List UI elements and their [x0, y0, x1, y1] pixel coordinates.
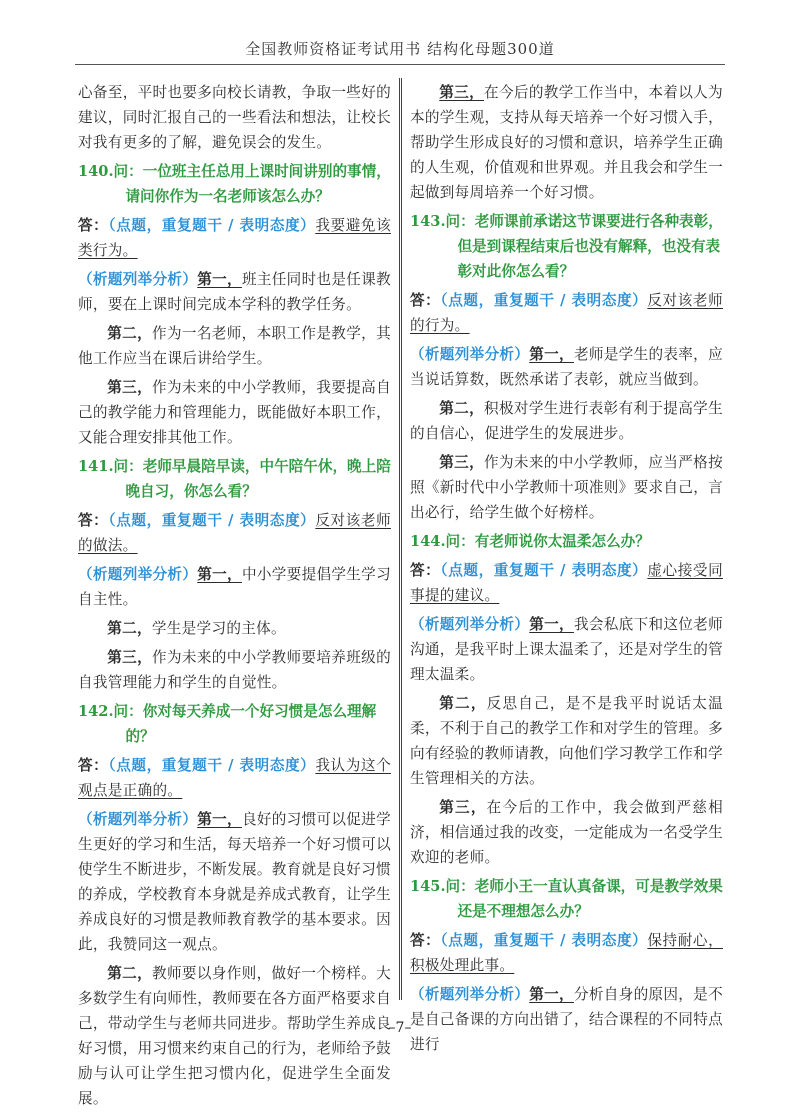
left-column [78, 80, 391, 1115]
point-text: 作为一名老师，本职工作是教学，其他工作应当在课后讲给学生。 [78, 325, 391, 367]
point-label: 第二， [439, 400, 485, 417]
point-text: 在今后的教学工作当中，本着以人为本的学生观，支持从每天培养一个好习惯入手，帮助学生形成良好的习惯和意识，培养学生正确的人生观，价值观和世界观。并且我会和学生一起做到每周培养一个好习惯。 [410, 84, 723, 201]
answer-141-first [78, 562, 391, 612]
answer-142-stance: 我认为这个观点是正确的。 [78, 757, 391, 799]
point-text: 中小学要提倡学生学习自主性。 [78, 566, 391, 608]
point-text: 在今后的工作中，我会做到严慈相济，相信通过我的改变，一定能成为一名受学生欢迎的老师。 [410, 799, 723, 866]
question-145: 145.问：老师小王一直认真备课，可是教学效果还是不理想怎么办？ [410, 878, 723, 920]
answer-142-head [78, 753, 391, 803]
point-label: 第一， [529, 346, 574, 363]
tag-point: （点题，重复题干 / 表明态度） [108, 217, 316, 234]
tag-point: （点题，重复题干 / 表明态度） [440, 562, 648, 579]
point-text: 教师要以身作则，做好一个榜样。大多数学生有向师性，教师要在各方面严格要求自己，带动学生与老师共同进步。帮助学生养成良好习惯，用习惯来约束自己的行为，老师给予鼓励与认可让学生把习惯内化，促进学生全面发展。 [78, 965, 391, 1107]
answer-142-third [410, 80, 723, 205]
tag-point: （点题，重复题干 / 表明态度） [440, 292, 648, 309]
point-text: 班主任同时也是任课教师，要在上课时间完成本学科的教学任务。 [78, 271, 391, 313]
answer-143-first [410, 342, 723, 392]
point-label: 第一， [529, 986, 574, 1003]
point-label: 第二， [107, 965, 153, 982]
question-144: 144.问：有老师说你太温柔怎么办？ [410, 533, 650, 550]
point-text: 良好的习惯可以促进学生更好的学习和生活，每天培养一个好习惯可以使学生不断进步，不断发展。教育就是良好习惯的养成，学校教育本身就是养成式教育，让学生养成良好的习惯是教师教育教学的基本要求。因此，我赞同这一观点。 [78, 811, 391, 953]
answer-144-second [410, 691, 723, 791]
tag-analysis: （析题列举分析） [78, 566, 198, 583]
answer-label: 答： [410, 292, 441, 309]
question-142: 142.问：你对每天养成一个好习惯是怎么理解的？ [78, 703, 377, 745]
tag-point: （点题，重复题干 / 表明态度） [108, 757, 316, 774]
column-divider [399, 78, 402, 1000]
tag-analysis: （析题列举分析） [78, 271, 198, 288]
question-143: 143.问：老师课前承诺这节课要进行各种表彰，但是到课程结束后也没有解释，也没有表彰对此你怎么看？ [410, 213, 723, 280]
answer-140-head [78, 213, 391, 263]
right-column [410, 80, 723, 1061]
answer-142-first [78, 807, 391, 957]
point-text: 作为未来的中小学教师，我要提高自己的教学能力和管理能力，既能做好本职工作，又能合理安排其他工作。 [78, 379, 391, 446]
point-label: 第三， [439, 454, 485, 471]
answer-140-second [78, 321, 391, 371]
page-number: –7– [388, 1020, 412, 1036]
paragraph-continued: 心备至，平时也要多向校长请教，争取一些好的建议，同时汇报自己的一些看法和想法，让校长对我有更多的了解，避免误会的发生。 [78, 84, 391, 151]
tag-analysis: （析题列举分析） [78, 811, 198, 828]
point-text: 反思自己，是不是我平时说话太温柔，不利于自己的教学工作和对学生的管理。多向有经验的教师请教，向他们学习教学工作和学生管理相关的方法。 [410, 695, 723, 787]
point-label: 第三， [439, 799, 487, 816]
page-header [75, 0, 725, 65]
point-label: 第三， [107, 649, 153, 666]
point-label: 第一， [197, 566, 242, 583]
tag-analysis: （析题列举分析） [410, 346, 530, 363]
tag-point: （点题，重复题干 / 表明态度） [440, 932, 648, 949]
answer-143-stance: 反对该老师的行为。 [410, 292, 723, 334]
point-text: 作为未来的中小学教师，应当严格按照《新时代中小学教师十项准则》要求自己，言出必行，给学生做个好榜样。 [410, 454, 723, 521]
question-141: 141.问：老师早晨陪早读，中午陪午休，晚上陪晚自习，你怎么看？ [78, 458, 391, 500]
answer-140-third [78, 375, 391, 450]
answer-141-second [78, 616, 391, 641]
answer-144-first [410, 612, 723, 687]
answer-141-head [78, 508, 391, 558]
point-text: 老师是学生的表率，应当说话算数，既然承诺了表彰，就应当做到。 [410, 346, 723, 388]
answer-140-stance: 我要避免该类行为。 [78, 217, 391, 259]
tag-analysis: （析题列举分析） [410, 616, 530, 633]
answer-label: 答： [78, 217, 109, 234]
point-label: 第一， [529, 616, 574, 633]
point-label: 第一， [197, 271, 242, 288]
answer-145-stance: 保持耐心，积极处理此事。 [410, 932, 723, 974]
answer-144-third [410, 795, 723, 870]
answer-label: 答： [78, 757, 109, 774]
question-140: 140.问：一位班主任总用上课时间讲别的事情，请问你作为一名老师该怎么办？ [78, 163, 391, 205]
point-text: 我会私底下和这位老师沟通，是我平时上课太温柔了，还是对学生的管理太温柔。 [410, 616, 723, 683]
answer-label: 答： [410, 562, 441, 579]
point-text: 作为未来的中小学教师要培养班级的自我管理能力和学生的自觉性。 [78, 649, 391, 691]
point-label: 第二， [107, 620, 152, 637]
answer-label: 答： [78, 512, 109, 529]
answer-143-third [410, 450, 723, 525]
answer-143-second [410, 396, 723, 446]
answer-145-head [410, 928, 723, 978]
answer-141-stance: 反对该老师的做法。 [78, 512, 391, 554]
answer-143-head [410, 288, 723, 338]
point-text: 分析自身的原因，是不是自己备课的方向出错了，结合课程的不同特点进行 [410, 986, 723, 1053]
point-text: 学生是学习的主体。 [151, 620, 286, 637]
answer-142-second [78, 961, 391, 1111]
point-label: 第二， [439, 695, 487, 712]
header-title: 全国教师资格证考试用书 结构化母题300道 [245, 40, 555, 58]
tag-point: （点题，重复题干 / 表明态度） [108, 512, 316, 529]
point-label: 第三， [439, 84, 485, 101]
answer-144-stance: 虚心接受同事提的建议。 [410, 562, 723, 604]
answer-141-third [78, 645, 391, 695]
answer-140-first [78, 267, 391, 317]
point-label: 第三， [107, 379, 153, 396]
point-label: 第一， [197, 811, 242, 828]
point-label: 第二， [107, 325, 153, 342]
tag-analysis: （析题列举分析） [410, 986, 530, 1003]
point-text: 积极对学生进行表彰有利于提高学生的自信心，促进学生的发展进步。 [410, 400, 723, 442]
answer-144-head [410, 558, 723, 608]
answer-label: 答： [410, 932, 441, 949]
